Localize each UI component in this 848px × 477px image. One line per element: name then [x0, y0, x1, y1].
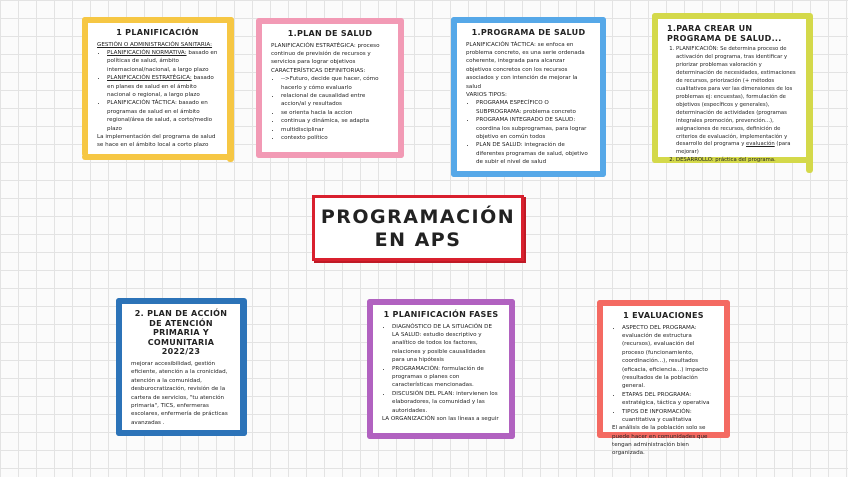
card-heading: 1.PARA CREAR UN PROGRAMA DE SALUD... — [667, 24, 782, 43]
list-item: • DISCUSIÓN DEL PLAN: intervienen los elaboradores, la comunidad y las autoridades. — [392, 390, 500, 415]
list-item: • PROGRAMA ESPECÍFICO O SUBPROGRAMA: problema concreto — [476, 99, 591, 116]
main-title-box — [312, 195, 524, 261]
list-item: • contexto político — [281, 134, 389, 142]
list-item: • -->Futuro, decide que hacer, cómo hacerlo y cómo evaluarlo — [281, 75, 389, 92]
card-crear-programa — [658, 19, 806, 164]
card-body: mejorar accesibilidad, gestión eficiente, atención a la cronicidad, atención a la comunidad, desburocratización, revisión de la cartera de servicios, "tu atención primaria", TICS, enfermeras escolares, enfermería de prácticas avanzadas . — [131, 360, 228, 426]
list-item: • PLANIFICACIÓN TÁCTICA: basado en programas de salud en el ámbito regional/área de salud, a corto/medio plazo — [107, 99, 218, 133]
card-plan-salud — [262, 24, 398, 152]
card-plan-accion — [122, 304, 240, 430]
main-title-line1: PROGRAMACIÓN — [320, 206, 516, 228]
list-item: • TIPOS DE INFORMACIÓN: cuantitativa y cualitativa — [622, 408, 715, 425]
list-item: • ETAPAS DEL PROGRAMA: estratégica, táctica y operativa — [622, 391, 715, 408]
list-item: • multidisciplinar — [281, 126, 389, 134]
card-footer: LA ORGANIZACIÓN son las líneas a seguir — [382, 415, 499, 422]
card-planificacion — [88, 23, 227, 154]
card-subheading: VARIOS TIPOS: — [466, 91, 507, 98]
list-item: • PROGRAMA INTEGRADO DE SALUD: coordina los subprogramas, para lograr objetivo en común todos — [476, 116, 591, 141]
card-subheading: GESTIÓN O ADMINISTRACIÓN SANITARIA: — [97, 41, 213, 48]
card-footer: El análisis de la población solo se puede hacer en comunidades que tengan administración bien organizada. — [612, 425, 708, 457]
list-item: • PLAN DE SALUD: integración de diferentes programas de salud, objetivo de subir el nivel de salud — [476, 141, 591, 166]
list-item: • se orienta hacia la accion — [281, 109, 389, 117]
card-heading: 1.PLAN DE SALUD — [287, 29, 373, 38]
card-heading: 1 PLANIFICACIÓN — [116, 28, 199, 37]
main-title-line2: EN APS — [374, 229, 462, 251]
card-fases — [373, 305, 509, 433]
list-item: • ASPECTO DEL PROGRAMA: evaluación de estructura (recursos), evaluación del proceso (funcionamiento, coordinación...), resultados (eficacia, eficiencia...) impacto (resultados de la población general. — [622, 324, 715, 391]
card-heading: 1 PLANIFICACIÓN FASES — [383, 310, 499, 319]
card-evaluaciones — [603, 306, 724, 457]
card-heading: 1 EVALUACIONES — [623, 311, 704, 320]
list-item: • PLANIFICACIÓN ESTRATÉGICA: basado en planes de salud en el ámbito nacional o regional, a largo plazo — [107, 74, 218, 99]
card-intro: PLANIFICACIÓN TÁCTICA: se enfoca en problema concreto, es una serie ordenada coherente, integrada para alcanzar objetivos concretos con los recursos asociados y con intención de mejorar la salud — [466, 41, 585, 90]
card-programa-salud — [457, 23, 600, 171]
card-subheading: CARACTERÍSTICAS DEFINITORIAS: — [271, 67, 366, 74]
list-item: • relacional de causalidad entre accion/al y resultados — [281, 92, 389, 109]
list-item: • DIAGNÓSTICO DE LA SITUACIÓN DE LA SALUD: estudio descriptivo y analítico de todos los factores, relaciones y posible causalidades para una hipótesis — [392, 323, 500, 365]
list-item: 2. DESARROLLO: práctica del programa. — [676, 157, 797, 165]
list-item: • continua y dinámica, se adapta — [281, 117, 389, 125]
card-footer: La implementación del programa de salud se hace en el ámbito local a corto plazo — [97, 133, 216, 149]
card-heading: 1.PROGRAMA DE SALUD — [471, 28, 586, 37]
list-item: • PROGRAMACIÓN: formulación de programas o planes con características mencionadas. — [392, 365, 500, 390]
list-item: 1. PLANIFICACIÓN: Se determina proceso de activación del programa, tras identificar y priorizar problemas valoración y determinación de necesidades, estimaciones de recursos, priorización (+ métodos cualitativos para ver las dimensiones de los problemas ej: encuestas), formulación de objetivos (específicos y generales), determinación de actividades (programas integrales promoción, prevención...), asignaciones de recursos, definición de criterios de evaluación, implementación y desarrollo del programa y evaluación (para mejorar) — [676, 46, 797, 157]
card-intro: PLANIFICACIÓN ESTRATÉGICA: proceso continuo de previsión de recursos y servicios para lograr objetivos — [271, 42, 380, 66]
card-heading: 2. PLAN DE ACCIÓN DE ATENCIÓN PRIMARIA Y COMUNITARIA 2022/23 — [134, 309, 228, 357]
list-item: • PLANIFICACIÓN NORMATIVA: basado en políticas de salud, ámbito internacional/nacional, a largo plazo — [107, 49, 218, 74]
